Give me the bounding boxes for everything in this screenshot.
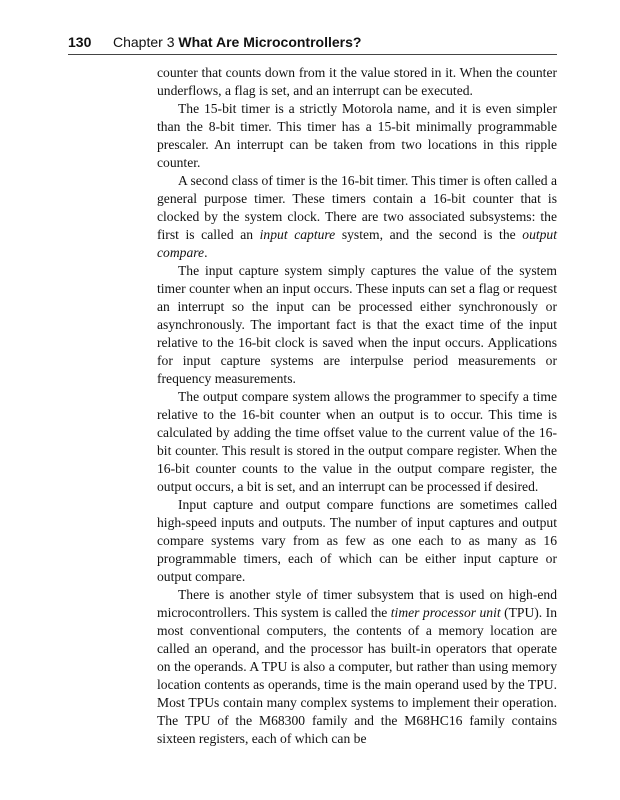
paragraph-4: The input capture system simply captures the value of the system timer counter when an input occurs. These inputs can set a flag or request an interrupt so the input can be processed either synchronously or asynchronously. The important fact is that the exact time of the input relative to the 16-bit clock is saved when the input occurs. Applications for input capture systems are interpulse period measurements or frequency measurements. [157,263,557,386]
header-rule [68,54,557,55]
paragraph-5: The output compare system allows the programmer to specify a time relative to the 16-bit counter when an output is to occur. This time is calculated by adding the time offset value to the current value of the 16-bit counter. This result is stored in the output compare register. When the 16-bit counter counts to the value in the output compare register, the output occurs, a bit is set, and an interrupt can be processed if desired. [157,389,557,494]
paragraph-7-text-a: There is another style of timer subsystem that is used on high-end microcontrollers. This system is called the [157,587,557,620]
paragraph-2: The 15-bit timer is a strictly Motorola name, and it is even simpler than the 8-bit timer. This timer has a 15-bit minimally programmable prescaler. An interrupt can be taken from two locations in this ripple counter. [157,101,557,170]
chapter-label: Chapter 3 [113,34,175,50]
paragraph-7-text-b: (TPU). In most conventional computers, the contents of a memory location are called an operand, and the processor has built-in operators that operate on the operands. A TPU is also a computer, but rather than using memory location contents as operands, time is the main operand used by the TPU. Most TPUs contain many complex systems to implement their operation. The TPU of the M68300 family and the M68HC16 family contains sixteen registers, each of which can be [157,605,557,746]
running-header [68,33,557,51]
paragraph-6: Input capture and output compare functions are sometimes called high-speed inputs and outputs. The number of input captures and output compare systems vary from as few as one each to as many as 16 programmable timers, each of which can be either input capture or output compare. [157,497,557,584]
paragraph-3-text-c: . [204,245,208,260]
paragraph-1: counter that counts down from it the value stored in it. When the counter underflows, a flag is set, and an interrupt can be executed. [157,65,557,98]
term-input-capture: input capture [259,227,336,242]
term-timer-processor-unit: timer processor unit [390,605,501,620]
paragraph-3-text-a: A second class of timer is the 16-bit timer. This timer is often called a general purpose timer. These timers contain a 16-bit counter that is clocked by the system clock. There are two associated subsystems: the first is called an [157,173,557,242]
page-number: 130 [68,34,92,50]
paragraph-3 [157,172,557,262]
paragraph-7 [157,586,557,748]
body-text [157,64,557,748]
paragraph-3-text-b: system, and the second is the [335,227,523,242]
term-output-compare: output compare [157,227,558,260]
chapter-title: What Are Microcontrollers? [178,34,362,50]
